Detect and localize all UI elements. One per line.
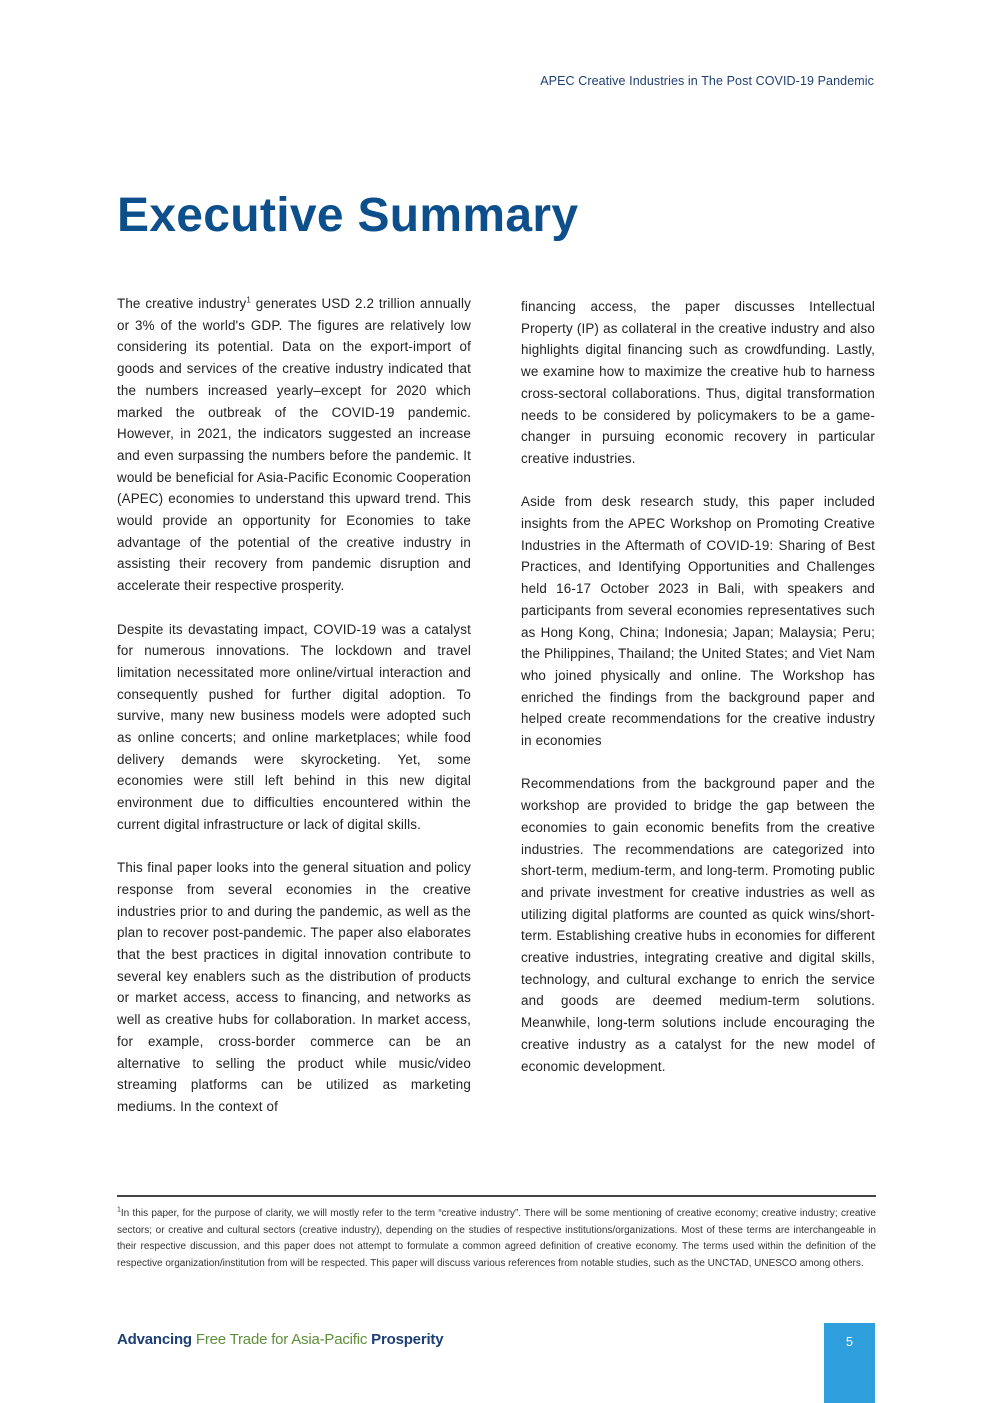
paragraph: Despite its devastating impact, COVID-19 was a catalyst for numerous innovations. The lockdown and travel limitation necessitated more online/virtual interaction and consequently pushed for further digital adoption. To survive, many new business models were adopted such as online concerts; and online marketplaces; while food delivery demands were skyrocketing. Yet, some economies were still left behind in this new digital environment due to difficulties encountered within the current digital infrastructure or lack of digital skills. (117, 621, 471, 832)
page-number: 5 (845, 1334, 854, 1349)
tagline-advancing: Advancing (117, 1331, 192, 1348)
tagline-prosperity: Prosperity (371, 1331, 444, 1348)
footer-tagline (117, 1331, 443, 1348)
page-title: Executive Summary (117, 189, 579, 242)
paragraph-text: generates USD 2.2 trillion annually or 3% of the world's GDP. The figures are relatively low considering its potential. Data on the export-import of goods and services of the creative industry indicated that the numbers increased yearly–except for 2020 which marked the outbreak of the COVID-19 pandemic. However, in 2021, the indicators suggested an increase and even surpassing the numbers before the pandemic. It would be beneficial for Asia-Pacific Economic Cooperation (APEC) economies to understand this upward trend. This would provide an opportunity for Economies to take advantage of the potential of the creative industry in assisting their recovery from pandemic disruption and accelerate their respective prosperity. (117, 296, 471, 594)
footnote-reference[interactable]: 1 (246, 295, 251, 305)
paragraph: financing access, the paper discusses Intellectual Property (IP) as collateral in the creative industry and also highlights digital financing such as crowdfunding. Lastly, we examine how to maximize the creative hub to harness cross-sectoral collaborations. Thus, digital transformation needs to be considered by policymakers to be a game-changer in pursuing economic recovery in particular creative industries. (521, 299, 875, 466)
running-header: APEC Creative Industries in The Post COVID-19 Pandemic (540, 74, 874, 88)
paragraph (117, 293, 471, 597)
paragraph-text: The creative industry (117, 296, 247, 311)
paragraph: This final paper looks into the general situation and policy response from several economies in the creative industries prior to and during the pandemic, as well as the plan to recover post-pandemic. The paper also elaborates that the best practices in digital innovation contribute to several key enablers such as the distribution of products or market access, access to financing, and networks as well as creative hubs for collaboration. In market access, for example, cross-border commerce can be an alternative to selling the product while music/video streaming platforms can be utilized as marketing mediums. In the context of (117, 860, 471, 1114)
right-column (521, 296, 875, 1099)
page-number-box (824, 1323, 875, 1403)
footnote-marker: 1 (117, 1206, 121, 1214)
footnote-divider (117, 1195, 876, 1197)
paragraph: Aside from desk research study, this paper included insights from the APEC Workshop on Promoting Creative Industries in the Aftermath of COVID-19: Sharing of Best Practices, and Identifying Opportunities and Challenges held 16-17 October 2023 in Bali, with speakers and participants from several economies representatives such as Hong Kong, China; Indonesia; Japan; Malaysia; Peru; the Philippines, Thailand; the United States; and Viet Nam who joined physically and online. The Workshop has enriched the findings from the background paper and helped create recommendations for the creative industry in economies (521, 494, 875, 749)
footnote (117, 1206, 876, 1272)
tagline-middle: Free Trade for Asia-Pacific (191, 1331, 372, 1348)
paragraph: Recommendations from the background paper and the workshop are provided to bridge the gap between the economies to gain economic benefits from the creative industries. The recommendations are categorized into short-term, medium-term, and long-term. Promoting public and private investment for creative industries as well as utilizing digital platforms are counted as quick wins/short-term. Establishing creative hubs in economies for different creative industries, integrating creative and digital skills, technology, and cultural exchange to enrich the service and goods are deemed medium-term solutions. Meanwhile, long-term solutions include encouraging the creative industry as a catalyst for the new model of economic development. (521, 776, 875, 1074)
footnote-text: In this paper, for the purpose of clarity, we will mostly refer to the term “creative industry”. There will be some mentioning of creative economy; creative industry; creative sectors; or creative and cultural sectors (creative industry), depending on the studies of respective institutions/organizations. Most of these terms are interchangeable in their respective discussion, and this paper does not attempt to formulate a common agreed definition of creative economy. The terms used within the definition of the respective organization/institution from will be respected. This paper will discuss various references from notable studies, such as the UNCTAD, UNESCO among others. (117, 1208, 876, 1269)
left-column (117, 293, 471, 1139)
